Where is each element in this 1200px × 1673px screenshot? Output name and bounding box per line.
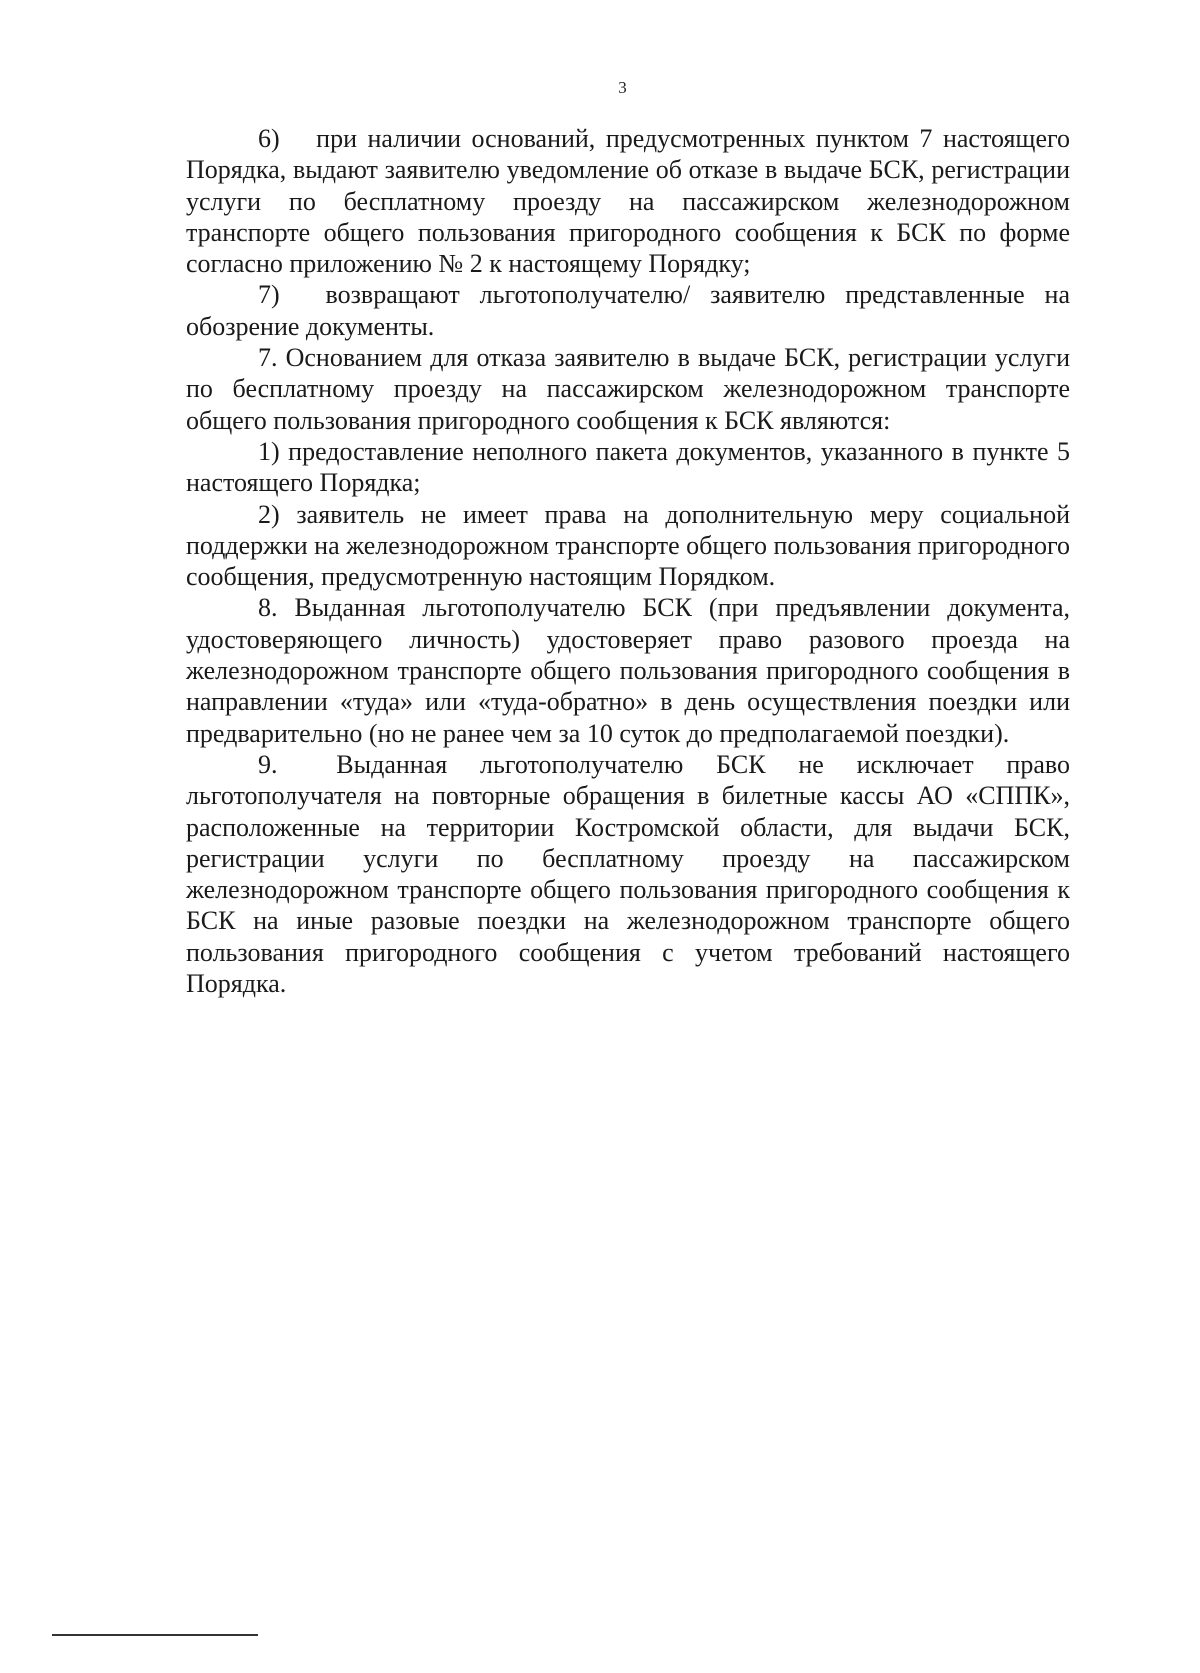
document-body bbox=[186, 123, 1070, 999]
paragraph-clause-7-item-1: 1) предоставление неполного пакета документов, указанного в пункте 5 настоящего Порядка; bbox=[186, 436, 1070, 498]
paragraph-clause-7-item-2: 2) заявитель не имеет права на дополнительную меру социальной поддержки на железнодорожном транспорте общего пользования пригородного сообщения, предусмотренную настоящим Порядком. bbox=[186, 499, 1070, 592]
paragraph-clause-7: 7. Основанием для отказа заявителю в выдаче БСК, регистрации услуги по бесплатному проезду на пассажирском железнодорожном транспорте общего пользования пригородного сообщения к БСК являются: bbox=[186, 343, 1070, 435]
paragraph-item-7: 7) возвращают льготополучателю/ заявителю представленные на обозрение документы. bbox=[186, 280, 1070, 341]
paragraph-clause-8: 8. Выданная льготополучателю БСК (при предъявлении документа, удостоверяющего личность) удостоверяет право разового проезда на железнодорожном транспорте общего пользования пригородного сообщения в направлении «туда» или «туда-обратно» в день осуществления поездки или предварительно (но не ранее чем за 10 суток до предполагаемой поездки). bbox=[186, 593, 1070, 748]
paragraph-clause-9: 9. Выданная льготополучателю БСК не исключает право льготополучателя на повторные обращения в билетные кассы АО «СППК», расположенные на территории Костромской области, для выдачи БСК, регистрации услуги по бесплатному проезду на пассажирском железнодорожном транспорте общего пользования пригородного сообщения к БСК на иные разовые поездки на железнодорожном транспорте общего пользования пригородного сообщения с учетом требований настоящего Порядка. bbox=[186, 749, 1070, 999]
footnote-separator bbox=[52, 1634, 258, 1636]
page-number: 3 bbox=[618, 78, 627, 97]
paragraph-item-6: 6) при наличии оснований, предусмотренных пунктом 7 настоящего Порядка, выдают заявителю уведомление об отказе в выдаче БСК, регистрации услуги по бесплатному проезду на пассажирском железнодорожном транспорте общего пользования пригородного сообщения к БСК по форме согласно приложению № 2 к настоящему Порядку; bbox=[186, 124, 1070, 279]
